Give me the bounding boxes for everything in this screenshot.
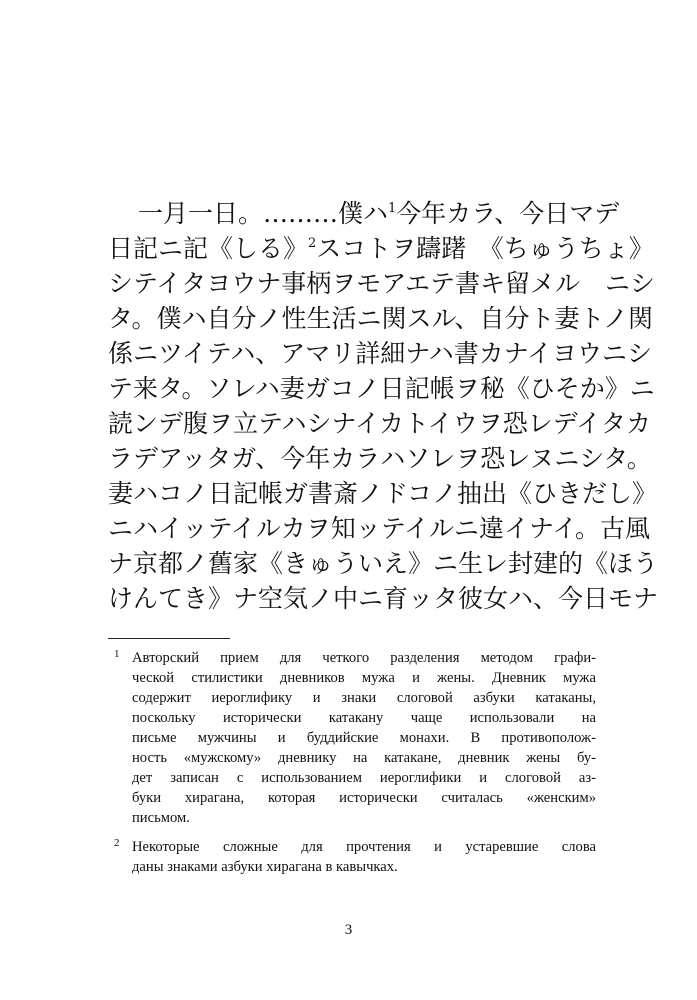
footnote-number: 2 (114, 837, 120, 849)
diary-line: 日記ニ記《しる》$^2$スコトヲ躊躇 《ちゅうちょ》 (108, 234, 654, 263)
footnote-line: Авторский прием для четкого разделения методом графи- (132, 650, 596, 666)
footnote-line: ческой стилистики дневников мужа и жены. Дневник мужа (132, 670, 596, 686)
diary-text (108, 196, 659, 616)
diary-line: タ。僕ハ自分ノ性生活ニ関スル、自分ト妻トノ関 (108, 304, 654, 333)
footnote-line: ность «мужскому» дневнику на катакане, дневник жены бу- (132, 750, 596, 766)
page-number: 3 (344, 922, 353, 938)
footnote-number: 1 (114, 648, 120, 660)
footnote-1 (108, 648, 596, 828)
diary-line: けんてき》ナ空気ノ中ニ育ッタ彼女ハ、今日モナ (108, 584, 659, 613)
footnote-line: поскольку исторически катакану чаще использовали на (132, 710, 596, 726)
footnote-line: даны знаками азбуки хирагана в кавычках. (132, 859, 398, 875)
diary-line: 係ニツイテハ、アマリ詳細ナハ書カナイヨウニシ (108, 339, 653, 368)
footnote-separator (108, 638, 230, 639)
diary-line: ラデアッタガ、今年カラハソレヲ恐レヌニシタ。 (108, 444, 652, 473)
diary-line: 一月一日。………僕ハ$^1$今年カラ、今日マデ (138, 199, 620, 228)
footnote-line: Некоторые сложные для прочтения и устаревшие слова (132, 839, 596, 855)
footnote-line: буки хирагана, которая исторически считалась «женским» (132, 790, 596, 806)
diary-line: シテイタヨウナ事柄ヲモアエテ書キ留メル ニシ (108, 269, 656, 298)
footnote-reference-2[interactable]: 2 (308, 236, 317, 251)
footnote-line: дет записан с использованием иероглифики и слоговой аз- (132, 770, 596, 786)
diary-line: テ来タ。ソレハ妻ガコノ日記帳ヲ秘《ひそか》ニ (108, 374, 655, 403)
diary-line: 読ンデ腹ヲ立テハシナイカトイウヲ恐レデイタカ (108, 409, 652, 438)
diary-line: 妻ハコノ日記帳ガ書斎ノドコノ抽出《ひきだし》 (108, 479, 658, 508)
footnotes (108, 648, 596, 886)
footnote-line: содержит иероглифику и знаки слоговой азбуки катаканы, (132, 690, 596, 706)
footnote-reference-1[interactable]: 1 (388, 201, 397, 216)
footnote-line: письмом. (132, 810, 190, 826)
footnote-2 (108, 837, 596, 877)
footnote-line: письме мужчины и буддийские монахи. В противополож- (132, 730, 596, 746)
diary-line: ナ京都ノ舊家《きゅういえ》ニ生レ封建的《ほう (108, 549, 659, 578)
diary-line: ニハイッテイルカヲ知ッテイルニ違イナイ。古風 (108, 514, 651, 543)
